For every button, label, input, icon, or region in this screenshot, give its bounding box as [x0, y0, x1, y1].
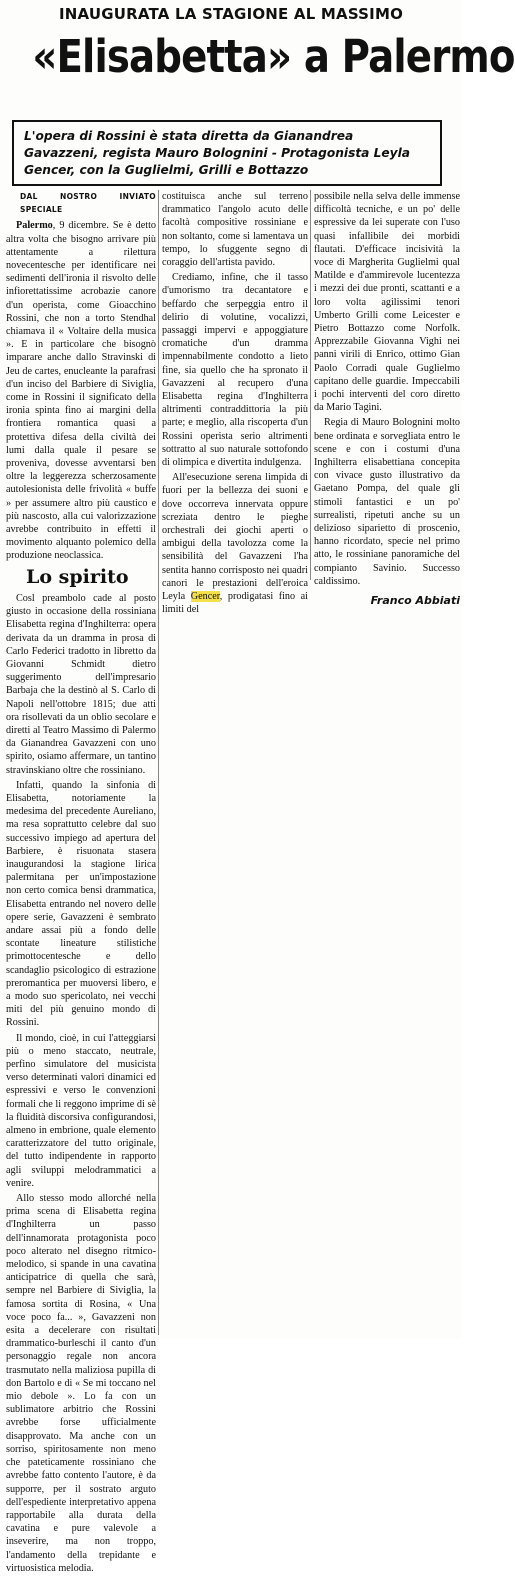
headline: «Elisabetta» a Palermo — [32, 30, 515, 83]
paragraph — [6, 219, 156, 562]
paragraph-text: All'esecuzione serena limpida di fuori per la bellezza dei suoni e dove occorreva innervata oppure screziata dentro le pieghe orchestrali dei giochi aperti o ambigui della tavolozza come la sensibilità del Gavazzeni l'ha sentita hanno corrisposto nei quadri canori le prestazioni dell'eroica Leyla — [162, 472, 308, 603]
section-heading: Lo spirito — [26, 565, 129, 588]
column-divider — [310, 190, 311, 580]
paragraph — [162, 471, 308, 616]
subhead-box: L'opera di Rossini è stata diretta da Gianandrea Gavazzeni, regista Mauro Bolognini - Protagonista Leyla Gencer, con la Guglielmi, Grilli e Bottazzo — [12, 120, 442, 186]
paragraph: Cosl preambolo cade al posto giusto in occasione della rossiniana Elisabetta regina d'Inghilterra: opera derivata da un dramma in prosa di Carlo Federici tradotto in libretto da Giovanni Schmidt dietro suggerimento dell'impresario Barbaja che la destinò al S. Carlo di Napoli nell'ottobre 1815; due atti ora risollevati da un oblio secolare e diretti al Teatro Massimo di Palermo da Gianandrea Gavazzeni con uno spirito, osiamo affermare, un tantino stravinskiano oltre che rossiniano. — [6, 592, 156, 776]
paragraph: Allo stesso modo allorché nella prima scena di Elisabetta regina d'Inghilterra un passo dell'innamorata protagonista poco poco alterato nel disegno ritmico-melodico, si spande in una cavatina anticipatrice di quella che sarà, sempre nel Barbiere di Siviglia, la famosa sortita di Rosina, « Una voce poco fa... », Gavazzeni non esita a decelerare con risultati drammatico-burleschi il canto d'un personaggio regale non ancora trasmutato nella maliziosa pupilla di don Bartolo e di « Se mi toccano nel mio debole ». Lo fa con un sublimatore arbitrio che Rossini avrebbe forse ufficialmente disapprovato. Ma anche con un sorriso, spiritosamente non meno che pateticamente rossiniano che avrebbe fatto contento l'autore, è da supporre, per il sostrato arguto dell'espediente interpretativo appena rapportabile alla durata della cavatina e pure valevole a inseverire, ma non troppo, l'andamento della trepidante e virtuosistica melodia. — [6, 1193, 156, 1574]
paragraph: Crediamo, infine, che il tasso d'umorismo tra decantatore e beffardo che serpeggia entro il delirio di volutine, vocalizzi, passaggi impervi e appoggiature cromatiche d'un dramma impennabilmente condotto a lieto fine, sia quello che ha spronato il Gavazzeni al recupero d'una Elisabetta regina d'Inghilterra altrimenti contraddittoria la più parte; e meglio, alla riscoperta d'un Rossini operista serio altrimenti sottratto al suo naturale sottofondo di olimpica e divertita indulgenza. — [162, 272, 308, 469]
paragraph: Il mondo, cioè, in cui l'atteggiarsi più o meno staccato, neutrale, perfino simulatore del musicista verso determinati valori dinamici ed espressivi e verso le convenzioni formali che li reggono imprime di sè la fluidità discorsiva configurandosi, almeno in embrione, quale elemento caratterizzatore del tutto originale, del tutto indipendente in rapporto agli sviluppi melodrammatici a venire. — [6, 1032, 156, 1189]
paragraph: Infatti, quando la sinfonia di Elisabetta, notoriamente la medesima del precedente Aureliano, ma resa soprattutto celebre dal suo successivo impiego ad apertura del Barbiere, è risuonata stasera inaugurandosi la stagione lirica palermitana per un'impostazione non certo comica bensì drammatica, Elisabetta entrando nel novero delle opere serie, Gavazzeni è sembrato andare assai più a fondo delle scontate lineature stilistiche primottocentesche e dello scandaglio psicologico di estrazione preromantica per muoversi libero, e a modo suo spericolato, nei vecchi miti del più genuino mondo di Rossini. — [6, 779, 156, 1029]
column-divider — [158, 190, 159, 1335]
city: Palermo — [16, 220, 53, 232]
paragraph: possibile nella selva delle immense difficoltà tecniche, e un po' delle espressive da lei superate con l'uso quasi infallibile dei morbidi flautati. D'efficace incisività la voce di Margherita Guglielmi qual Matilde e d'ammirevole lucentezza i mezzi dei due pronti, scattanti e a loro volta agilissimi tenori Umberto Grilli come Leicester e Pietro Bottazzo come Norfolk. Apprezzabile Giovanna Vighi nei panni virili di Enrico, ottimo Gian Paolo Corradi quale Guglielmo capitano delle guardie. Impeccabili i pochi interventi del coro diretto da Mario Tagini. — [314, 191, 460, 414]
column-3 — [314, 190, 460, 607]
dateline: DAL NOSTRO INVIATO SPECIALE — [20, 192, 156, 215]
highlighted-name: Gencer — [190, 591, 220, 603]
paragraph: costituisca anche sul terreno drammatico l'angolo acuto delle facoltà compositive rossiniane e non soltanto, come si lamentava un tempo, lo sfuggente segno di coraggio dell'artista pavido. — [162, 191, 308, 269]
date: , 9 dicembre. — [52, 220, 109, 232]
author-signature: Franco Abbiati — [370, 594, 460, 608]
paragraph: Regia di Mauro Bolognini molto bene ordinata e sorvegliata entro le scene e con i costumi d'una Inghilterra elisabettiana concepita con vivace gusto illustrativo da Gaetano Pompa, del quale gli stimoli fantastici e un po' surrealisti, ripetuti anche su un delizioso siparietto di proscenio, hanno ricordato, specie nel primo atto, le rossiniane panoramiche del compianto Savinio. Successo caldissimo. — [314, 417, 460, 587]
paragraph-text: , prodigatasi fino ai limiti del — [162, 591, 309, 616]
kicker: INAUGURATA LA STAGIONE AL MASSIMO — [58, 5, 404, 23]
column-2 — [162, 190, 308, 619]
paragraph-text: Se è detto altra volta che bisogno arrivare più attentamente a rilettura novecentesche per identificare nei sedimenti dell'ironia il risvolto delle infiorettatissime acrobazie canore d'un operista, come Gioacchino Rossini, che non a torto Stendhal chiamava il « Voltaire della musica ». E in particolare che bisognò imparare anche dallo Stravinski di Jeu de cartes, enucleante la parafrasi d'un inciso del Barbiere di Siviglia, come in Rossini il significato della ironia spinta fino ai margini della frontiera romantica quasi a protettiva difesa della civiltà dei lumi dalla quale il pesare se provenìva, dovesse avventarsi ben oltre la leggerezza scherzosamente autolesionista delle frivolità « buffe » per assumere altro più caustico e più nascosto, alla cui valorizzazione avrebbe contribuito in effetti il movimento alquanto polemico della produzione neoclassica. — [6, 220, 156, 562]
column-1 — [6, 190, 156, 1577]
